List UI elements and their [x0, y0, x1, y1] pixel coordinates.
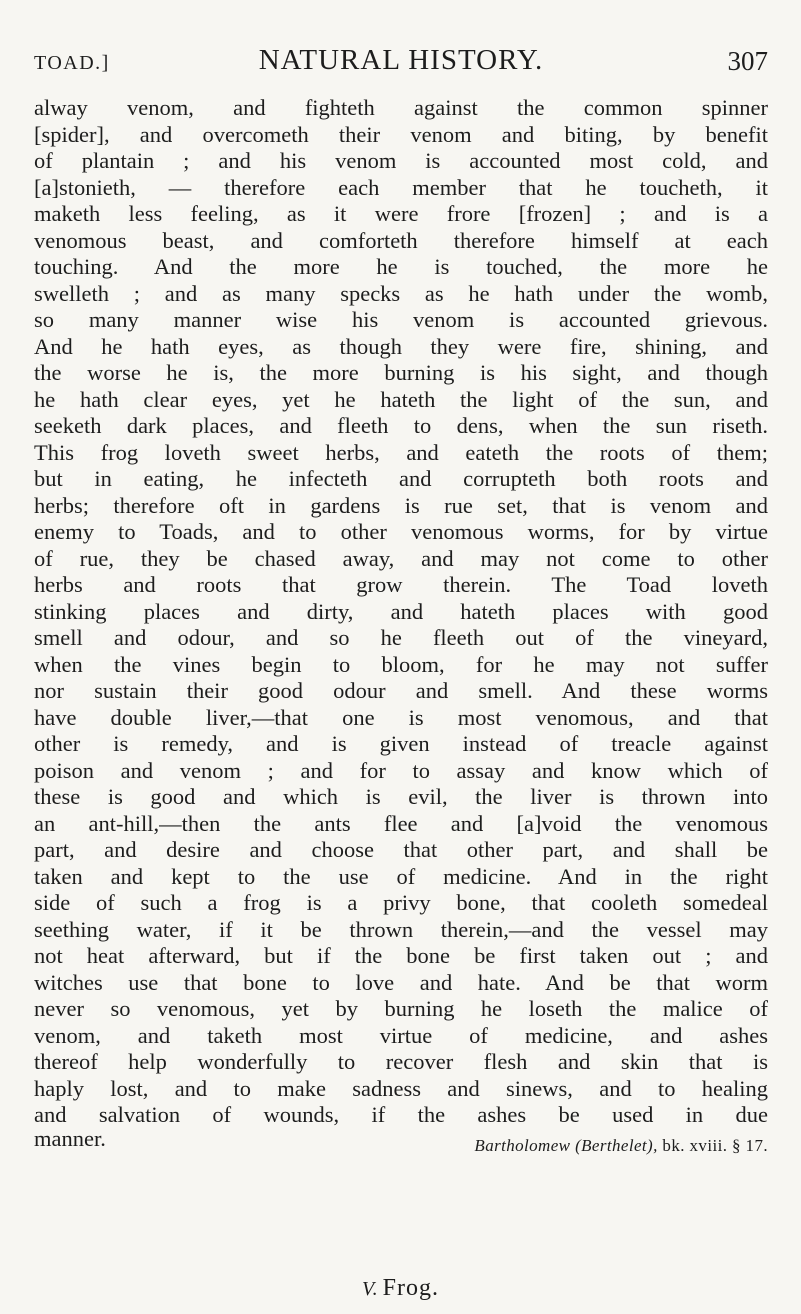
text-line: he hath clear eyes, yet he hateth the light of the sun, and	[34, 386, 768, 412]
text-line: never so venomous, yet by burning he loseth the malice of	[34, 996, 768, 1021]
caption-text: Frog.	[382, 1275, 439, 1301]
text-line: seeketh dark places, and fleeth to dens, when the sun riseth.	[34, 413, 768, 438]
text-line: of rue, they be chased away, and may not come to other	[34, 545, 768, 571]
text-line: herbs; therefore oft in gardens is rue set, that is venom and	[34, 492, 768, 518]
text-line: poison and venom ; and for to assay and know which of	[34, 757, 768, 783]
section-title: TOAD.]	[34, 52, 110, 74]
text-line: venomous beast, and comforteth therefore himself at each	[34, 227, 768, 253]
text-line: This frog loveth sweet herbs, and eateth the roots of them;	[34, 439, 768, 465]
text-line: thereof help wonderfully to recover flesh and skin that is	[34, 1049, 768, 1074]
text-line: alway venom, and fighteth against the common spinner	[34, 95, 768, 120]
text-line: nor sustain their good odour and smell. And these worms	[34, 678, 768, 703]
section-caption	[0, 1275, 801, 1302]
text-line: part, and desire and choose that other part, and shall be	[34, 837, 768, 862]
text-line: swelleth ; and as many specks as he hath under the womb,	[34, 280, 768, 306]
source-citation	[474, 1133, 768, 1160]
text-line: maketh less feeling, as it were frore [frozen] ; and is a	[34, 201, 768, 226]
text-line: of plantain ; and his venom is accounted most cold, and	[34, 148, 768, 173]
text-line: other is remedy, and is given instead of treacle against	[34, 731, 768, 756]
text-line: have double liver,—that one is most venomous, and that	[34, 704, 768, 730]
text-line: touching. And the more he is touched, the more he	[34, 254, 768, 279]
closing-line	[34, 1125, 768, 1156]
page-title: NATURAL HISTORY.	[258, 44, 544, 76]
text-line: venom, and taketh most virtue of medicine, and ashes	[34, 1022, 768, 1048]
citation-reference: bk. xviii. § 17.	[662, 1135, 768, 1155]
text-line: smell and odour, and so he fleeth out of the vineyard,	[34, 625, 768, 650]
citation-translator: (Berthelet),	[575, 1135, 658, 1155]
text-line: seething water, if it be thrown therein,—and the vessel may	[34, 916, 768, 942]
text-line: these is good and which is evil, the liver is thrown into	[34, 784, 768, 809]
body-text	[34, 95, 768, 1155]
text-line: And he hath eyes, as though they were fire, shining, and	[34, 333, 768, 359]
text-line: [spider], and overcometh their venom and biting, by benefit	[34, 121, 768, 147]
page-number: 307	[727, 46, 768, 76]
text-line: when the vines begin to bloom, for he may not suffer	[34, 651, 768, 677]
text-line: and salvation of wounds, if the ashes be used in due	[34, 1102, 768, 1127]
text-line: herbs and roots that grow therein. The Toad loveth	[34, 572, 768, 597]
text-line: witches use that bone to love and hate. And be that worm	[34, 969, 768, 995]
text-line: stinking places and dirty, and hateth places with good	[34, 598, 768, 624]
text-line: haply lost, and to make sadness and sinews, and to healing	[34, 1075, 768, 1101]
citation-author: Bartholomew	[474, 1135, 571, 1155]
text-line: but in eating, he infecteth and corrupteth both roots and	[34, 466, 768, 491]
text-line: [a]stonieth, — therefore each member that he toucheth, it	[34, 174, 768, 200]
text-line: an ant-hill,—then the ants flee and [a]void the venomous	[34, 810, 768, 836]
text-line: not heat afterward, but if the bone be first taken out ; and	[34, 943, 768, 968]
caption-mark: V.	[362, 1278, 379, 1300]
text-line: side of such a frog is a privy bone, that cooleth somedeal	[34, 890, 768, 915]
running-head	[34, 40, 768, 80]
text-line: so many manner wise his venom is accounted grievous.	[34, 307, 768, 332]
final-word: manner.	[34, 1125, 106, 1151]
text-line: the worse he is, the more burning is his sight, and though	[34, 360, 768, 385]
text-line: taken and kept to the use of medicine. And in the right	[34, 863, 768, 889]
text-line: enemy to Toads, and to other venomous worms, for by virtue	[34, 519, 768, 544]
